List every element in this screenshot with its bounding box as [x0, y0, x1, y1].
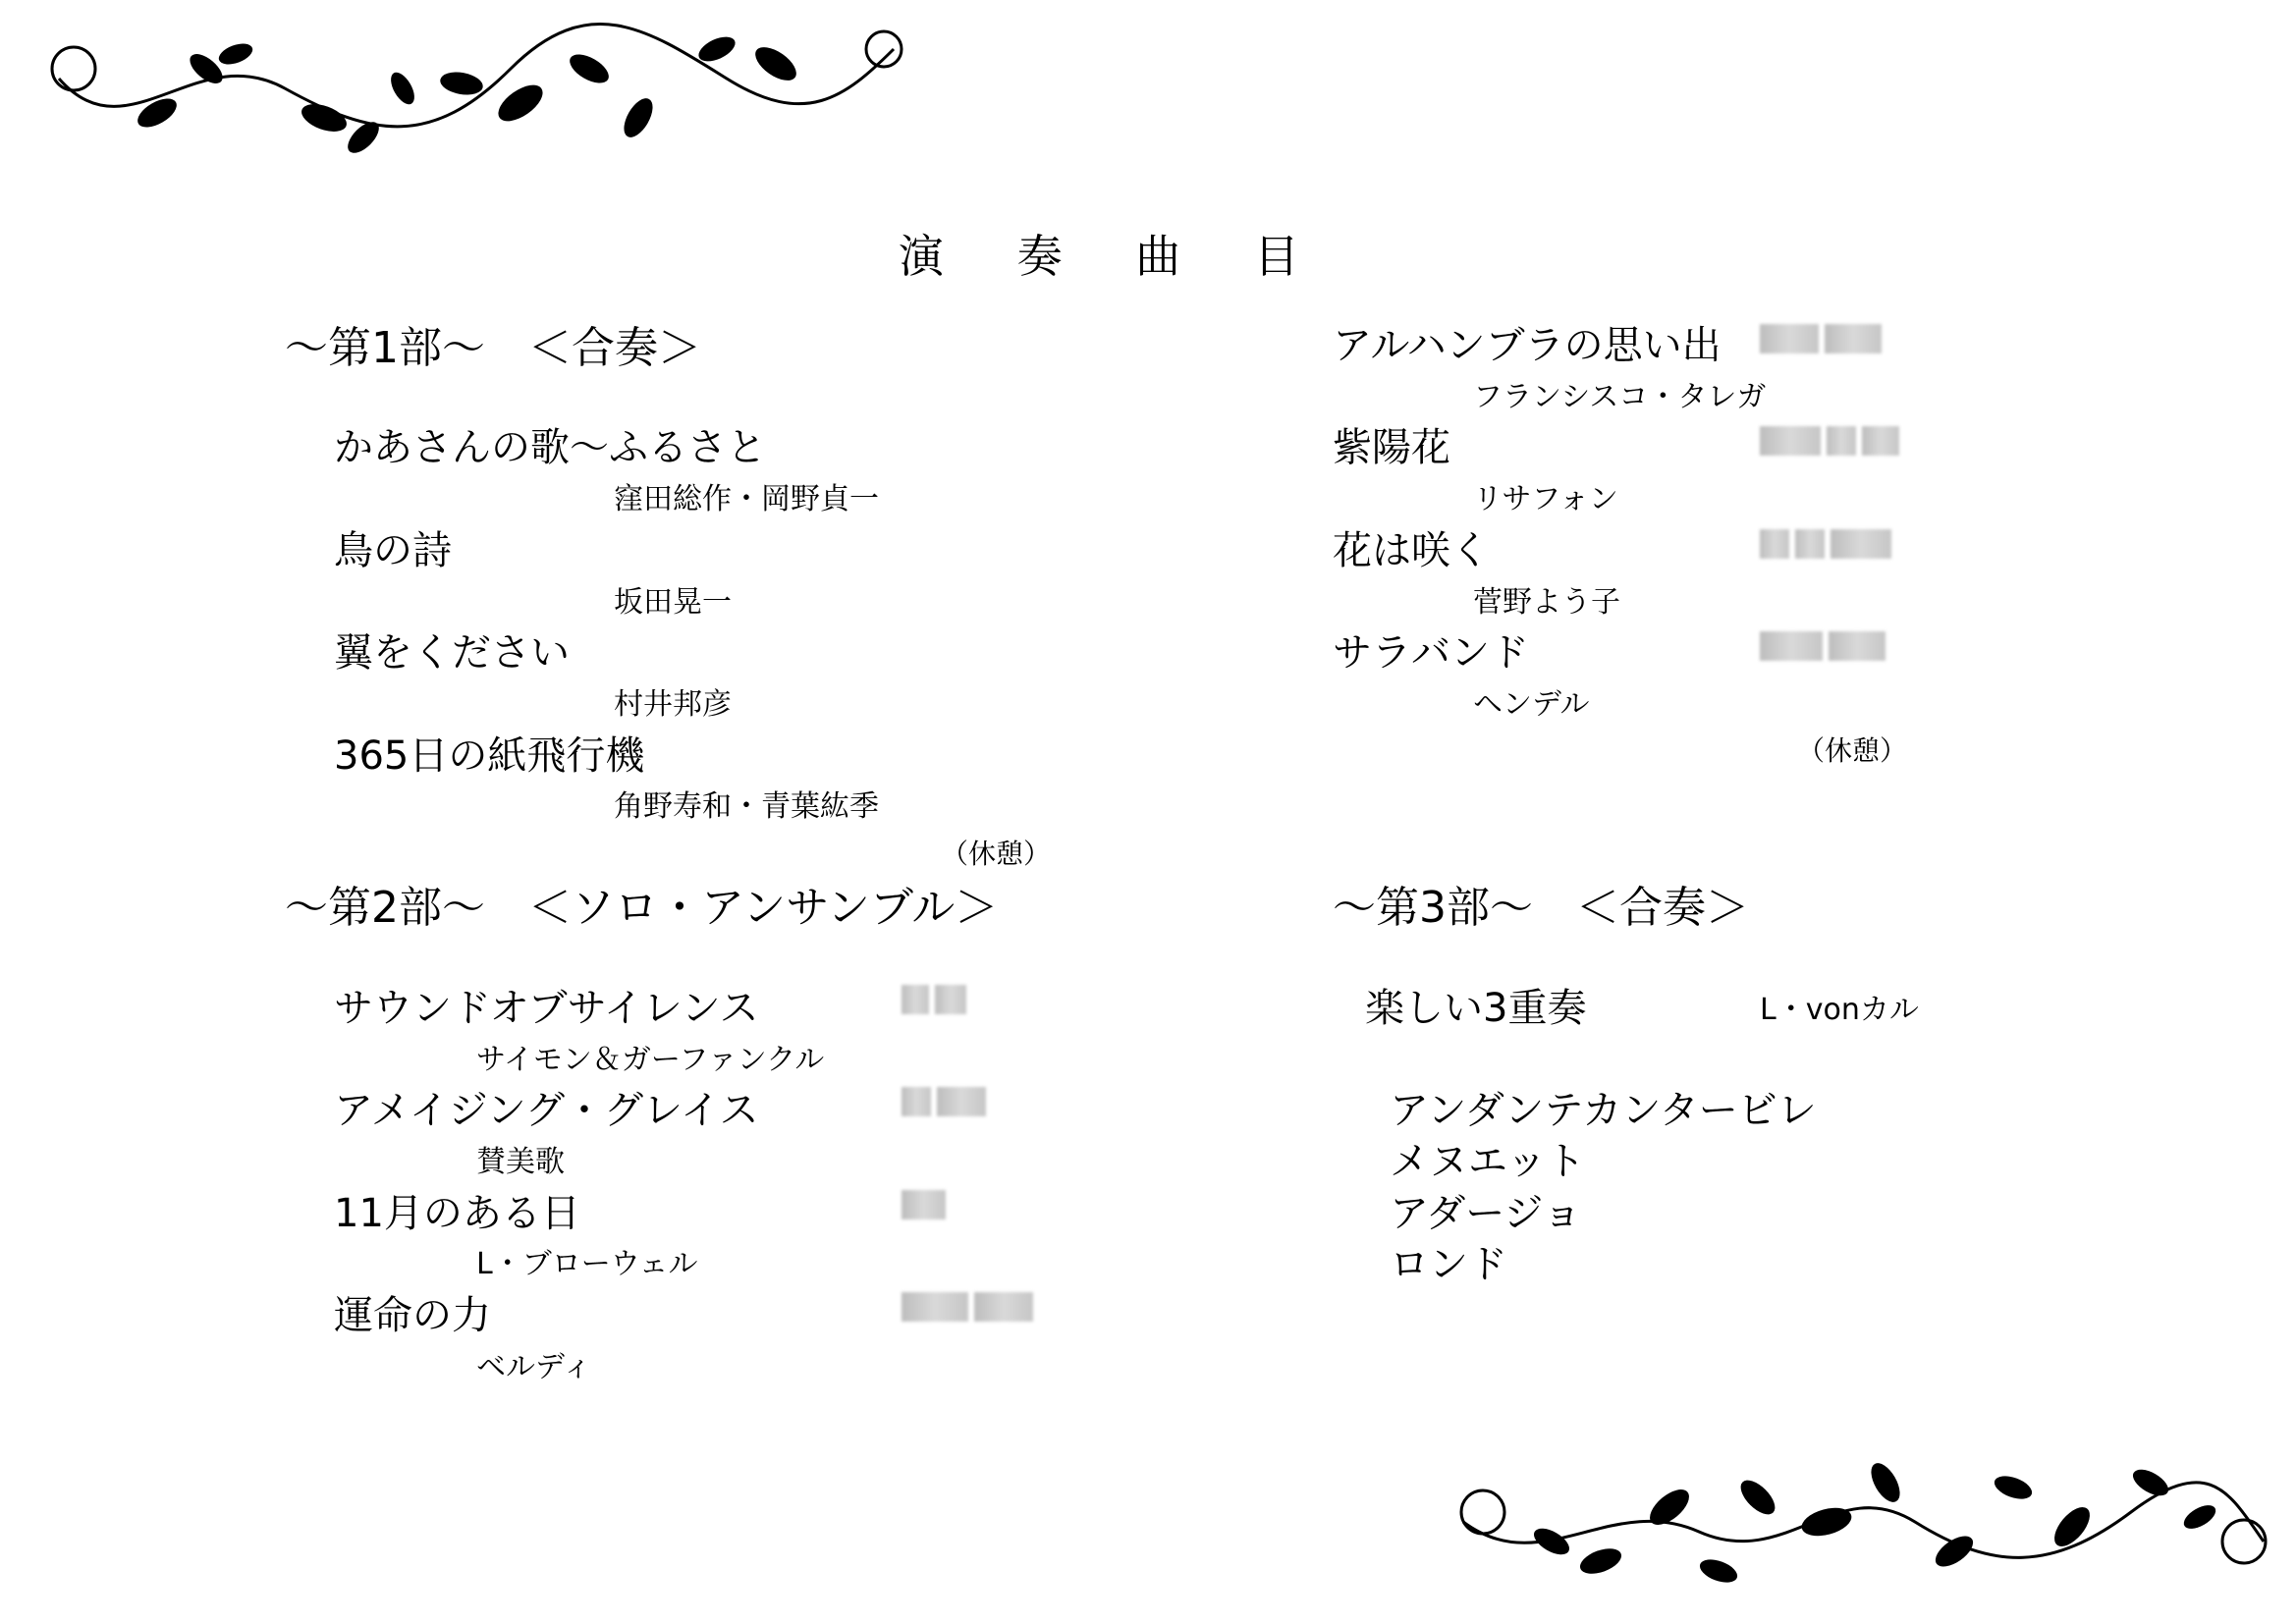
composer: L・ブローウェル — [476, 1247, 698, 1281]
composer: 村井邦彦 — [614, 687, 732, 722]
song-title: サラバンド — [1333, 630, 1529, 676]
song-title: かあさんの歌～ふるさと — [334, 425, 766, 470]
redacted-block — [1760, 324, 1882, 353]
part3-heading: ～第3部～ ＜合奏＞ — [1333, 883, 1749, 933]
composer: リサフォン — [1473, 482, 1618, 516]
composer: 角野寿和・青葉紘季 — [614, 789, 879, 824]
composer: 菅野よう子 — [1473, 585, 1620, 620]
intermission-label: （休憩） — [941, 838, 1052, 870]
composer: L・vonカル — [1760, 993, 1919, 1027]
composer: ヘンデル — [1473, 687, 1590, 722]
intermission-label: （休憩） — [1797, 734, 1908, 767]
song-title: 翼をください — [334, 630, 570, 676]
composer: ベルディ — [476, 1350, 592, 1384]
composer: 賛美歌 — [476, 1145, 565, 1179]
piece-title: 楽しい3重奏 — [1365, 986, 1587, 1031]
vine-ornament-top — [39, 10, 913, 167]
composer: サイモン＆ガーファンクル — [476, 1043, 825, 1077]
movement: メヌエット — [1390, 1139, 1586, 1184]
redacted-block — [1760, 631, 1886, 661]
movement: アダージョ — [1390, 1191, 1582, 1236]
composer: 坂田晃一 — [614, 585, 732, 620]
redacted-block — [902, 985, 966, 1014]
vine-ornament-bottom — [1444, 1434, 2278, 1600]
song-title: 鳥の詩 — [334, 528, 452, 573]
redacted-block — [902, 1292, 1033, 1322]
song-title: 花は咲く — [1333, 528, 1490, 573]
redacted-block — [902, 1087, 986, 1116]
redacted-block — [902, 1190, 946, 1219]
page-title: 演 奏 曲 目 — [899, 230, 1329, 283]
redacted-block — [1760, 426, 1899, 456]
part1-heading: ～第1部～ ＜合奏＞ — [285, 323, 701, 373]
redacted-block — [1760, 529, 1891, 559]
song-title: アルハンブラの思い出 — [1333, 323, 1722, 368]
song-title: 11月のある日 — [334, 1191, 580, 1236]
song-title: 紫陽花 — [1333, 425, 1450, 470]
song-title: 運命の力 — [334, 1293, 491, 1338]
song-title: サウンドオブサイレンス — [334, 986, 759, 1031]
song-title: アメイジング・グレイス — [334, 1088, 759, 1133]
composer: フランシスコ・タレガ — [1473, 380, 1767, 414]
song-title: 365日の紙飛行機 — [334, 733, 645, 779]
movement: ロンド — [1390, 1242, 1507, 1287]
movement: アンダンテカンタービレ — [1390, 1088, 1817, 1133]
part2-heading: ～第2部～ ＜ソロ・アンサンブル＞ — [285, 883, 999, 933]
composer: 窪田総作・岡野貞一 — [614, 482, 879, 516]
